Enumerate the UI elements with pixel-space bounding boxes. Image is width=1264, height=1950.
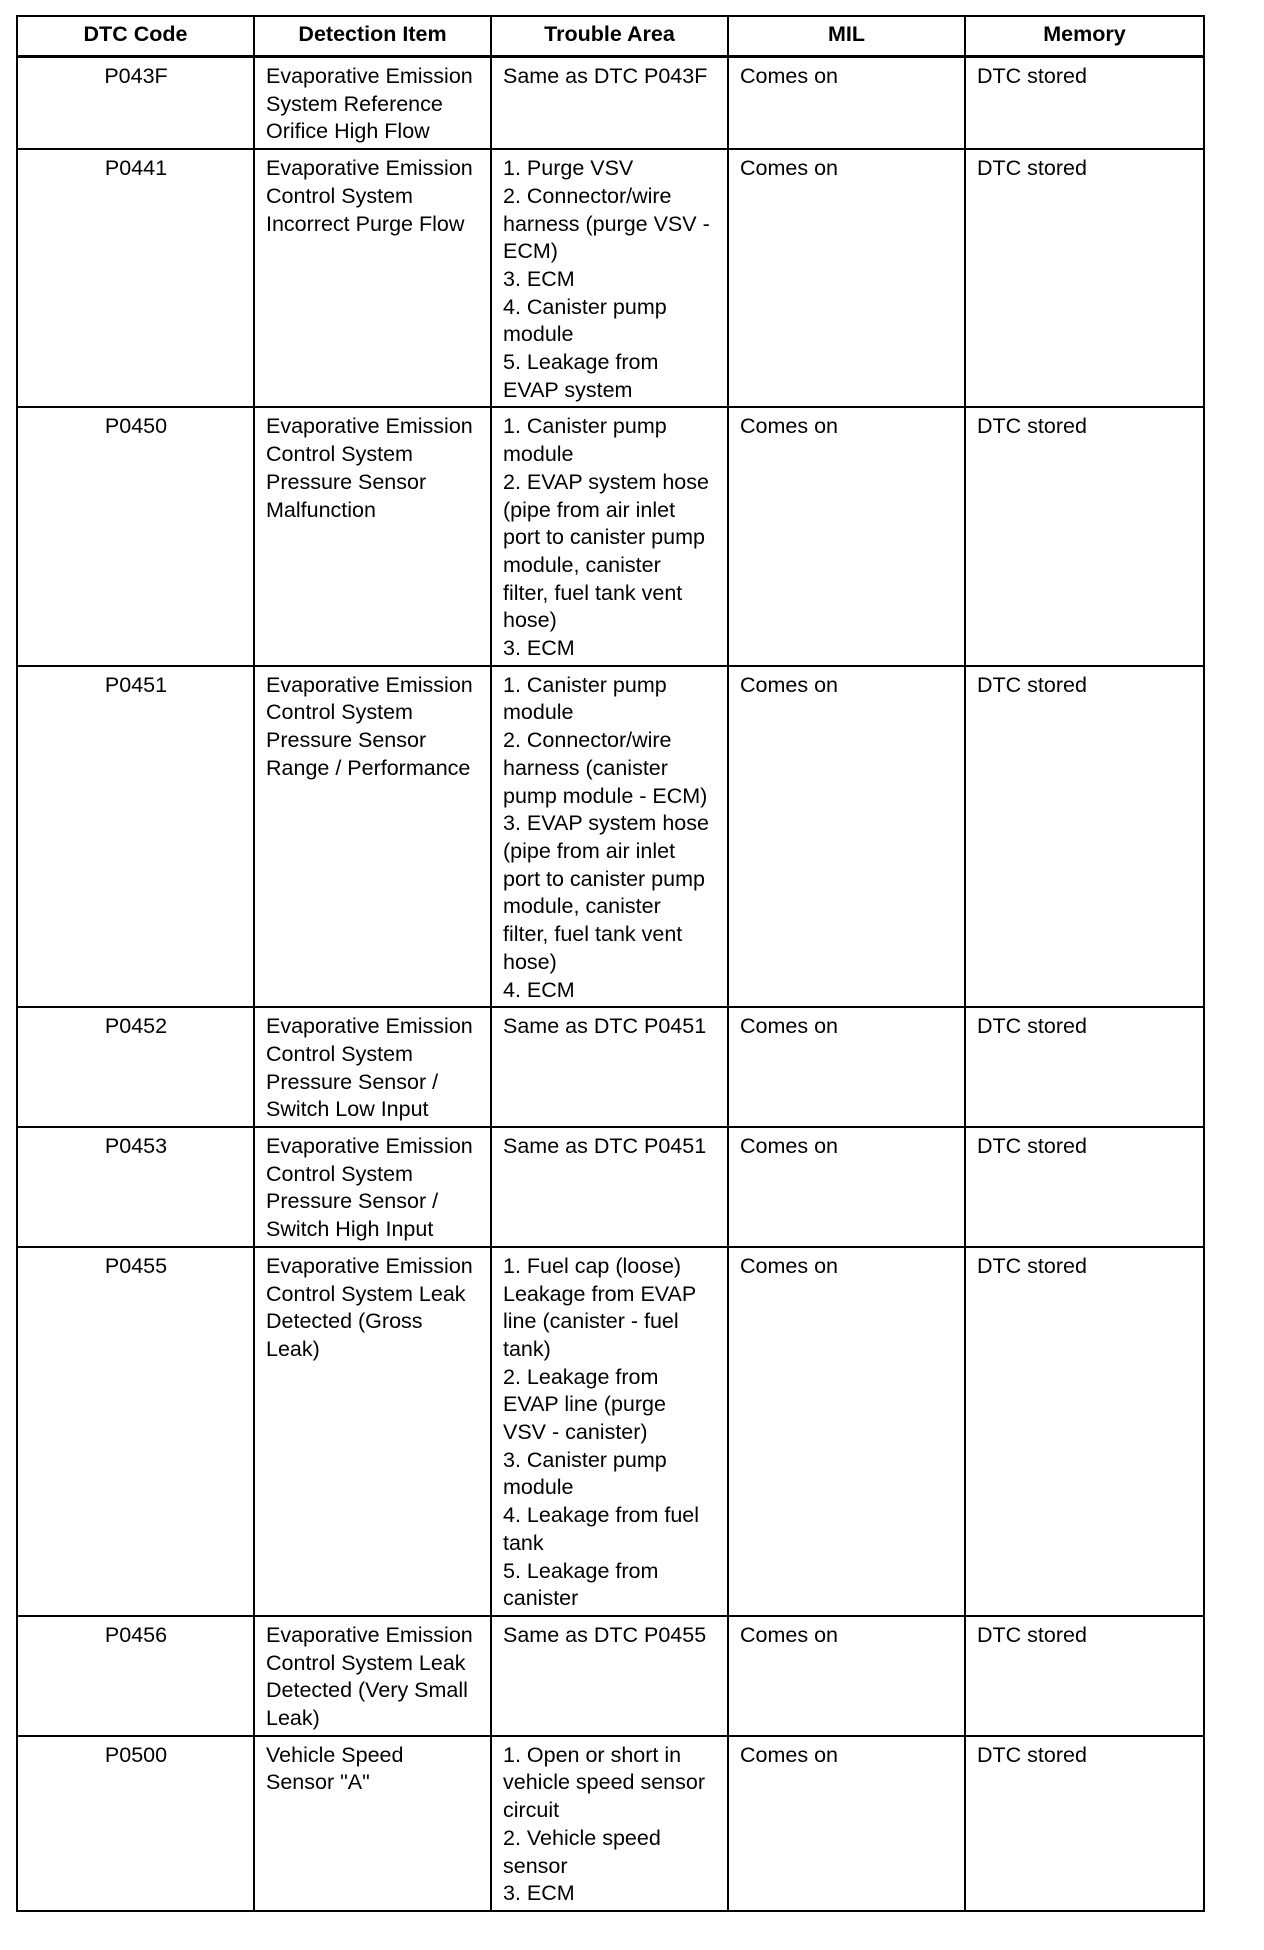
trouble-area-line: module, canister: [503, 894, 661, 919]
detection-item-cell: [254, 57, 491, 150]
detection-item-cell: [254, 149, 491, 407]
detection-item-line: Pressure Sensor: [266, 469, 427, 494]
trouble-area-line: filter, fuel tank vent: [503, 922, 683, 947]
trouble-area-line: 4. Leakage from fuel: [503, 1503, 700, 1528]
detection-item-line: Evaporative Emission: [266, 1134, 473, 1159]
trouble-area-line: module: [503, 322, 574, 347]
trouble-area-line: module: [503, 700, 574, 725]
trouble-area-line: tank): [503, 1336, 551, 1361]
detection-item-cell: [254, 1007, 491, 1127]
detection-item-cell: [254, 1127, 491, 1247]
detection-item-line: Leak): [266, 1336, 320, 1361]
trouble-area-line: Same as DTC P0455: [503, 1622, 707, 1647]
header-mil: MIL: [728, 16, 965, 57]
detection-item-line: Control System Leak: [266, 1281, 466, 1306]
detection-item-line: Control System Leak: [266, 1650, 466, 1675]
header-memory: Memory: [965, 16, 1204, 57]
detection-item-line: Control System: [266, 1161, 413, 1186]
trouble-area-line: (pipe from air inlet: [503, 838, 676, 863]
dtc-code-cell: P043F: [17, 57, 254, 150]
table-row: [17, 1127, 1204, 1247]
detection-item-line: Pressure Sensor /: [266, 1189, 439, 1214]
detection-item-line: Detected (Very Small: [266, 1678, 468, 1703]
trouble-area-line: 1. Purge VSV: [503, 156, 634, 181]
detection-item-line: Evaporative Emission: [266, 1014, 473, 1039]
trouble-area-cell: [491, 1127, 728, 1247]
dtc-code-cell: P0500: [17, 1736, 254, 1911]
trouble-area-line: Same as DTC P043F: [503, 64, 708, 88]
trouble-area-line: 5. Leakage from: [503, 350, 659, 375]
memory-cell: DTC stored: [965, 1247, 1204, 1616]
trouble-area-line: 4. Canister pump: [503, 294, 667, 319]
detection-item-line: Switch High Input: [266, 1217, 434, 1242]
detection-item-line: Range / Performance: [266, 755, 471, 780]
trouble-area-line: hose): [503, 608, 557, 633]
mil-cell: Comes on: [728, 1007, 965, 1127]
trouble-area-line: 5. Leakage from: [503, 1558, 659, 1583]
trouble-area-line: EVAP line (purge: [503, 1392, 666, 1417]
trouble-area-line: EVAP system: [503, 377, 633, 402]
mil-cell: Comes on: [728, 1247, 965, 1616]
trouble-area-line: 2. Leakage from: [503, 1364, 659, 1389]
trouble-area-cell: [491, 1616, 728, 1736]
detection-item-cell: [254, 407, 491, 665]
detection-item-cell: [254, 666, 491, 1007]
memory-cell: DTC stored: [965, 57, 1204, 150]
detection-item-line: Detected (Gross: [266, 1309, 423, 1334]
trouble-area-line: 3. ECM: [503, 1881, 575, 1906]
trouble-area-line: 1. Canister pump: [503, 672, 667, 697]
trouble-area-line: 2. Vehicle speed: [503, 1825, 661, 1850]
trouble-area-line: (pipe from air inlet: [503, 497, 676, 522]
trouble-area-cell: [491, 149, 728, 407]
trouble-area-line: vehicle speed sensor: [503, 1770, 705, 1795]
dtc-code-cell: P0451: [17, 666, 254, 1007]
trouble-area-cell: [491, 1007, 728, 1127]
trouble-area-line: 2. Connector/wire: [503, 728, 672, 753]
trouble-area-line: ECM): [503, 239, 558, 264]
trouble-area-line: canister: [503, 1586, 579, 1611]
trouble-area-line: port to canister pump: [503, 866, 705, 891]
trouble-area-line: 3. EVAP system hose: [503, 811, 709, 836]
dtc-code-cell: P0441: [17, 149, 254, 407]
trouble-area-line: circuit: [503, 1798, 560, 1823]
detection-item-line: Pressure Sensor /: [266, 1069, 439, 1094]
table-row: [17, 407, 1204, 665]
header-detection-item: Detection Item: [254, 16, 491, 57]
detection-item-line: Malfunction: [266, 497, 376, 522]
trouble-area-line: 3. ECM: [503, 636, 575, 661]
dtc-code-cell: P0453: [17, 1127, 254, 1247]
mil-cell: Comes on: [728, 1127, 965, 1247]
table-row: [17, 1616, 1204, 1736]
trouble-area-line: Same as DTC P0451: [503, 1134, 707, 1159]
memory-cell: DTC stored: [965, 666, 1204, 1007]
table-row: [17, 1247, 1204, 1616]
trouble-area-line: harness (purge VSV -: [503, 211, 710, 236]
trouble-area-line: module, canister: [503, 552, 661, 577]
trouble-area-line: line (canister - fuel: [503, 1309, 679, 1334]
trouble-area-line: Same as DTC P0451: [503, 1014, 707, 1039]
trouble-area-line: hose): [503, 949, 557, 974]
detection-item-line: Evaporative Emission: [266, 672, 473, 697]
table-row: [17, 1736, 1204, 1911]
mil-cell: Comes on: [728, 149, 965, 407]
trouble-area-line: 4. ECM: [503, 977, 575, 1002]
mil-cell: Comes on: [728, 407, 965, 665]
trouble-area-line: port to canister pump: [503, 525, 705, 550]
detection-item-line: Vehicle Speed: [266, 1742, 404, 1767]
trouble-area-line: 3. ECM: [503, 266, 575, 291]
header-trouble-area: Trouble Area: [491, 16, 728, 57]
trouble-area-line: module: [503, 442, 574, 467]
table-body: [17, 57, 1204, 1912]
trouble-area-line: sensor: [503, 1853, 568, 1878]
memory-cell: DTC stored: [965, 1616, 1204, 1736]
detection-item-line: Evaporative Emission: [266, 1253, 473, 1278]
detection-item-line: Evaporative Emission: [266, 1622, 473, 1647]
trouble-area-line: 1. Canister pump: [503, 414, 667, 439]
detection-item-line: Sensor "A": [266, 1770, 370, 1795]
trouble-area-line: 1. Open or short in: [503, 1742, 682, 1767]
trouble-area-line: pump module - ECM): [503, 783, 708, 808]
trouble-area-line: 3. Canister pump: [503, 1447, 667, 1472]
detection-item-line: System Reference: [266, 91, 443, 116]
detection-item-line: Control System: [266, 442, 413, 467]
detection-item-cell: [254, 1247, 491, 1616]
detection-item-line: Switch Low Input: [266, 1097, 429, 1122]
trouble-area-cell: [491, 1736, 728, 1911]
trouble-area-line: 1. Fuel cap (loose): [503, 1253, 682, 1278]
header-row: [17, 16, 1204, 57]
detection-item-line: Control System: [266, 183, 413, 208]
memory-cell: DTC stored: [965, 149, 1204, 407]
trouble-area-line: harness (canister: [503, 755, 668, 780]
detection-item-cell: [254, 1616, 491, 1736]
detection-item-line: Evaporative Emission: [266, 156, 473, 181]
trouble-area-line: Leakage from EVAP: [503, 1281, 697, 1306]
trouble-area-line: filter, fuel tank vent: [503, 580, 683, 605]
mil-cell: Comes on: [728, 1616, 965, 1736]
dtc-code-cell: P0455: [17, 1247, 254, 1616]
mil-cell: Comes on: [728, 1736, 965, 1911]
detection-item-line: Orifice High Flow: [266, 119, 430, 144]
table-row: [17, 666, 1204, 1007]
trouble-area-line: 2. EVAP system hose: [503, 469, 709, 494]
memory-cell: DTC stored: [965, 1127, 1204, 1247]
detection-item-cell: [254, 1736, 491, 1911]
detection-item-line: Leak): [266, 1706, 320, 1731]
detection-item-line: Control System: [266, 1041, 413, 1066]
trouble-area-line: 2. Connector/wire: [503, 183, 672, 208]
table-row: [17, 57, 1204, 150]
trouble-area-line: tank: [503, 1530, 544, 1555]
table-row: [17, 149, 1204, 407]
dtc-code-cell: P0456: [17, 1616, 254, 1736]
mil-cell: Comes on: [728, 666, 965, 1007]
detection-item-line: Incorrect Purge Flow: [266, 211, 465, 236]
memory-cell: DTC stored: [965, 1736, 1204, 1911]
dtc-table: [16, 15, 1205, 1912]
trouble-area-cell: [491, 407, 728, 665]
trouble-area-cell: [491, 57, 728, 150]
detection-item-line: Pressure Sensor: [266, 728, 427, 753]
trouble-area-cell: [491, 1247, 728, 1616]
memory-cell: DTC stored: [965, 1007, 1204, 1127]
dtc-code-cell: P0452: [17, 1007, 254, 1127]
memory-cell: DTC stored: [965, 407, 1204, 665]
mil-cell: Comes on: [728, 57, 965, 150]
detection-item-line: Evaporative Emission: [266, 414, 473, 439]
detection-item-line: Control System: [266, 700, 413, 725]
trouble-area-cell: [491, 666, 728, 1007]
dtc-code-cell: P0450: [17, 407, 254, 665]
trouble-area-line: VSV - canister): [503, 1420, 648, 1445]
table-row: [17, 1007, 1204, 1127]
detection-item-line: Evaporative Emission: [266, 64, 473, 88]
trouble-area-line: module: [503, 1475, 574, 1500]
header-dtc-code: DTC Code: [17, 16, 254, 57]
